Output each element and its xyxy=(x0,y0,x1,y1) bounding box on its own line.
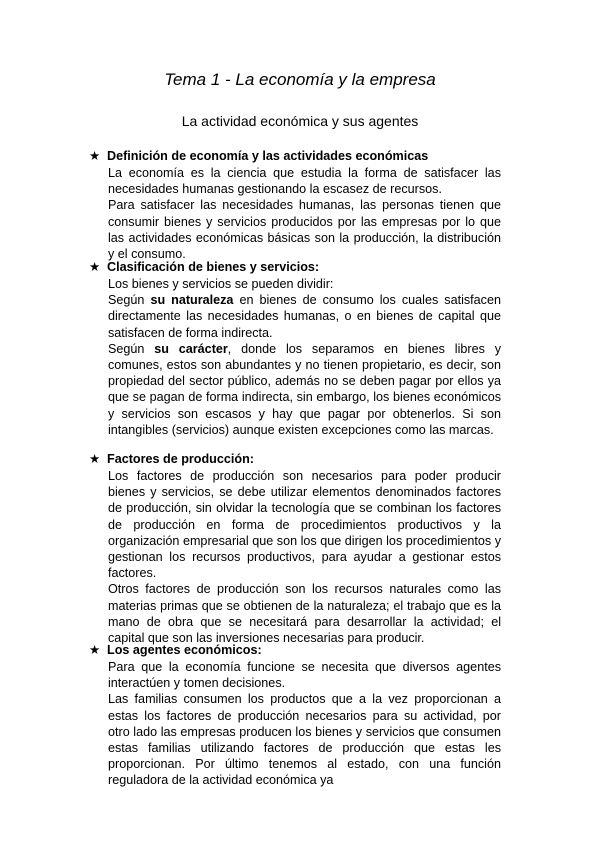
paragraph: Los bienes y servicios se pueden dividir: xyxy=(108,277,334,291)
bold-term: su carácter xyxy=(154,341,228,356)
star-bullet-icon: ★ xyxy=(89,643,101,657)
paragraph: Según su carácter, donde los separamos en bienes libres y comunes, estos son abundantes y no tienen propietario, es decir, son propiedad del sector público, además no se deben pagar por ellos ya que se pagan de forma indirecta, sin embargo, los bienes económicos y servicios son escasos y hay que pagar por obtenerlos. Si son intangibles (servicios) aunque existen excepciones como las marcas. xyxy=(108,341,502,437)
paragraph: Para satisfacer las necesidades humanas, las personas tienen que consumir bienes y servicios producidos por las empresas por lo que las actividades económicas básicas son la producción, la distribución y el consumo. xyxy=(108,198,501,262)
section-heading xyxy=(89,259,319,274)
paragraph: Otros factores de producción son los recursos naturales como las materias primas que se obtienen de la naturaleza; el trabajo que es la mano de obra que se necesitará para desarrollar la actividad; el capital que son las inversiones necesarias para producir. xyxy=(108,582,501,646)
star-bullet-icon: ★ xyxy=(89,452,101,466)
section-heading-text: Definición de economía y las actividades económicas xyxy=(107,149,429,163)
section-heading-text: Factores de producción: xyxy=(107,452,254,466)
paragraph: Las familias consumen los productos que a la vez proporcionan a estas los factores de producción necesarios para su actividad, por otro lado las empresas producen los bienes y servicios que consumen estas familias utilizando factores de producción que estas les proporcionan. Por último tenemos al estado, con una función reguladora de la actividad económica ya xyxy=(108,692,501,788)
paragraph: La economía es la ciencia que estudia la forma de satisfacer las necesidades humanas gestionando la escasez de recursos. xyxy=(108,166,501,197)
paragraph: Según su naturaleza en bienes de consumo los cuales satisfacen directamente las necesidades humanas, o en bienes de capital que satisfacen de forma indirecta. xyxy=(108,293,501,340)
section-heading xyxy=(89,451,254,466)
bold-term: su naturaleza xyxy=(150,293,234,308)
document-title: Tema 1 - La economía y la empresa xyxy=(164,70,436,89)
section-heading-text: Clasificación de bienes y servicios: xyxy=(107,260,320,274)
star-bullet-icon: ★ xyxy=(89,149,101,163)
paragraph: Los factores de producción son necesarios para poder producir bienes y servicios, se debe utilizar elementos denominados factores de producción, sin olvidar la tecnología que se combinan los factores de producción en forma de procedimientos productivos y la organización empresarial que son los que dirigen los procedimientos y gestionan los recursos productivos, para ayudar a gestionar estos factores. xyxy=(108,469,501,581)
paragraph: Para que la economía funcione se necesita que diversos agentes interactúen y tomen decisiones. xyxy=(108,660,501,691)
star-bullet-icon: ★ xyxy=(89,260,101,274)
document-subtitle: La actividad económica y sus agentes xyxy=(181,113,419,129)
section-heading-text: Los agentes económicos: xyxy=(107,643,262,657)
section-heading xyxy=(89,642,262,657)
section-heading xyxy=(89,148,428,163)
section-body xyxy=(108,468,501,646)
section-body xyxy=(108,276,501,438)
section-body xyxy=(108,165,501,262)
section-body xyxy=(108,659,501,789)
